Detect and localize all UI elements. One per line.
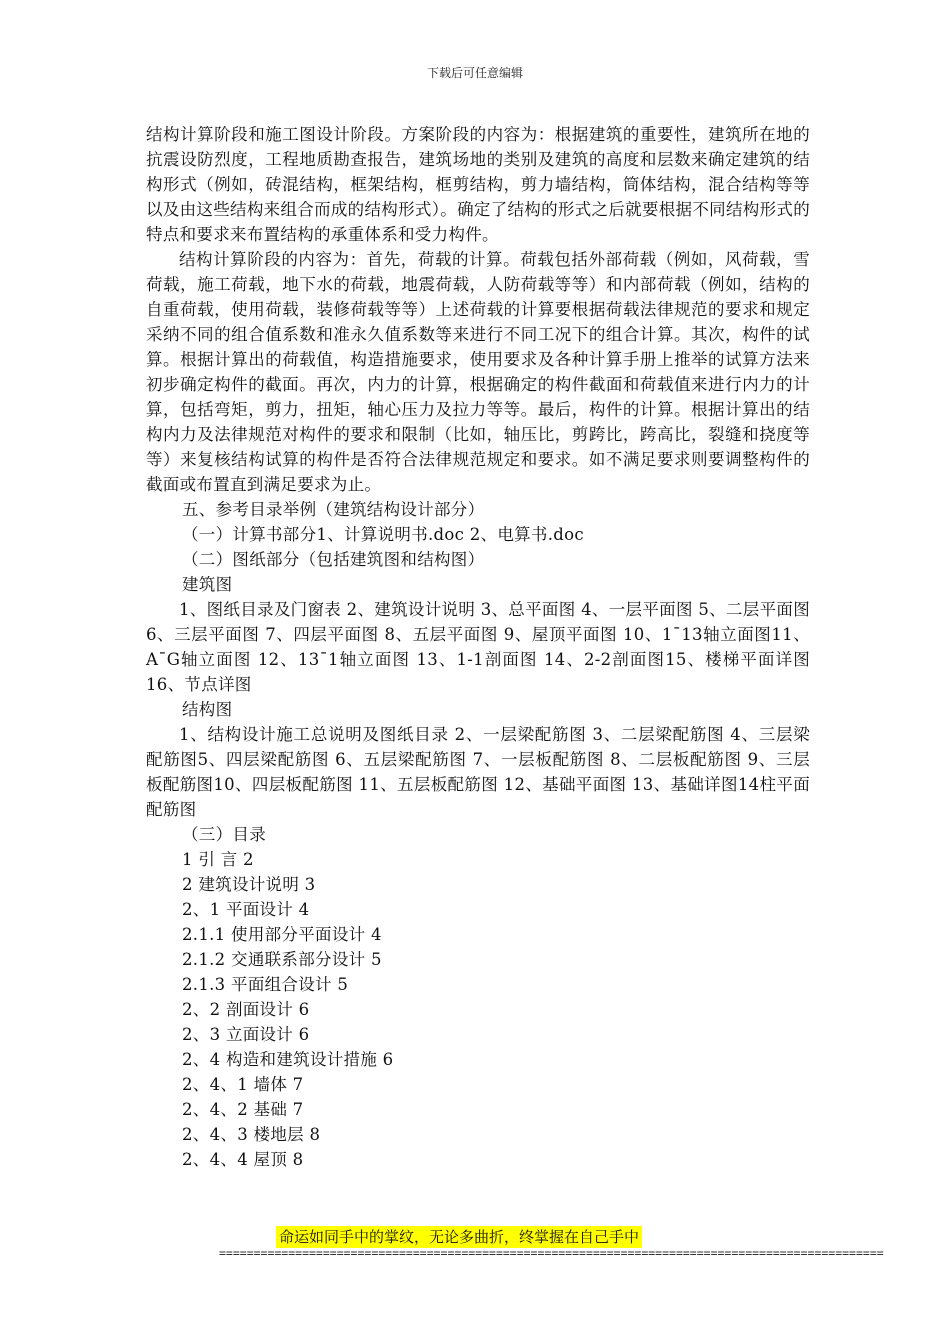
toc-item: 1 引 言 2 <box>182 850 254 869</box>
toc-item: 2、3 立面设计 6 <box>182 1025 310 1044</box>
architectural-drawings-title: 建筑图 <box>182 575 233 594</box>
toc-item: 2、4、3 楼地层 8 <box>182 1125 321 1144</box>
toc-item: 2、4 构造和建筑设计措施 6 <box>182 1050 394 1069</box>
structural-drawings-list: 1、结构设计施工总说明及图纸目录 2、一层梁配筋图 3、二层梁配筋图 4、三层梁配筋图5、四层梁配筋图 6、五层梁配筋图 7、一层板配筋图 8、二层板配筋图 9、三层板配筋图10、四层板配筋图 11、五层板配筋图 12、基础平面图 13、基础详图14柱平面配筋图 <box>146 725 810 819</box>
motto-banner: 命运如同手中的掌纹，无论多曲折，终掌握在自己手中 <box>276 1226 642 1248</box>
toc-item: 2.1.2 交通联系部分设计 5 <box>182 950 382 969</box>
toc-item: 2、1 平面设计 4 <box>182 900 310 919</box>
structural-drawings-title: 结构图 <box>182 700 233 719</box>
toc-item: 2.1.3 平面组合设计 5 <box>182 975 349 994</box>
toc-item: 2、4、2 基础 7 <box>182 1100 304 1119</box>
document-body <box>146 122 810 1172</box>
calculation-book-part: （一）计算书部分1、计算说明书.doc 2、电算书.doc <box>182 525 584 544</box>
toc-item: 2.1.1 使用部分平面设计 4 <box>182 925 382 944</box>
toc-item: 2 建筑设计说明 3 <box>182 875 316 894</box>
architectural-drawings-list: 1、图纸目录及门窗表 2、建筑设计说明 3、总平面图 4、一层平面图 5、二层平面图6、三层平面图 7、四层平面图 8、五层平面图 9、屋顶平面图 10、1¯13轴立面图11、A¯G轴立面图 12、13¯1轴立面图 13、1-1剖面图 14、2-2剖面图15、楼梯平面详图 16、节点详图 <box>146 600 810 694</box>
page-header: 下载后可任意编辑 <box>426 66 523 80</box>
toc-item: 2、4、4 屋顶 8 <box>182 1150 304 1169</box>
toc-item: 2、4、1 墙体 7 <box>182 1075 304 1094</box>
toc-item: 2、2 剖面设计 6 <box>182 1000 310 1019</box>
footer-rule: ================================================================================================ <box>219 1246 884 1260</box>
section-heading-references: 五、参考目录举例（建筑结构设计部分） <box>182 500 485 519</box>
drawings-part: （二）图纸部分（包括建筑图和结构图） <box>182 550 485 569</box>
paragraph-scheme-stage: 结构计算阶段和施工图设计阶段。方案阶段的内容为：根据建筑的重要性，建筑所在地的抗震设防烈度，工程地质勘查报告，建筑场地的类别及建筑的高度和层数来确定建筑的结构形式（例如，砖混结构，框架结构，框剪结构，剪力墙结构，筒体结构，混合结构等等以及由这些结构来组合而成的结构形式）。确定了结构的形式之后就要根据不同结构形式的特点和要求来布置结构的承重体系和受力构件。 <box>146 125 810 244</box>
toc-title: （三）目录 <box>182 825 266 844</box>
paragraph-calculation-stage: 结构计算阶段的内容为：首先，荷载的计算。荷载包括外部荷载（例如，风荷载，雪荷载，施工荷载，地下水的荷载，地震荷载，人防荷载等等）和内部荷载（例如，结构的自重荷载，使用荷载，装修荷载等等）上述荷载的计算要根据荷载法律规范的要求和规定采纳不同的组合值系数和准永久值系数等来进行不同工况下的组合计算。其次，构件的试算。根据计算出的荷载值，构造措施要求，使用要求及各种计算手册上推举的试算方法来初步确定构件的截面。再次，内力的计算，根据确定的构件截面和荷载值来进行内力的计算，包括弯矩，剪力，扭矩，轴心压力及拉力等等。最后，构件的计算。根据计算出的结构内力及法律规范对构件的要求和限制（比如，轴压比，剪跨比，跨高比，裂缝和挠度等等）来复核结构试算的构件是否符合法律规范规定和要求。如不满足要求则要调整构件的截面或布置直到满足要求为止。 <box>146 250 810 494</box>
